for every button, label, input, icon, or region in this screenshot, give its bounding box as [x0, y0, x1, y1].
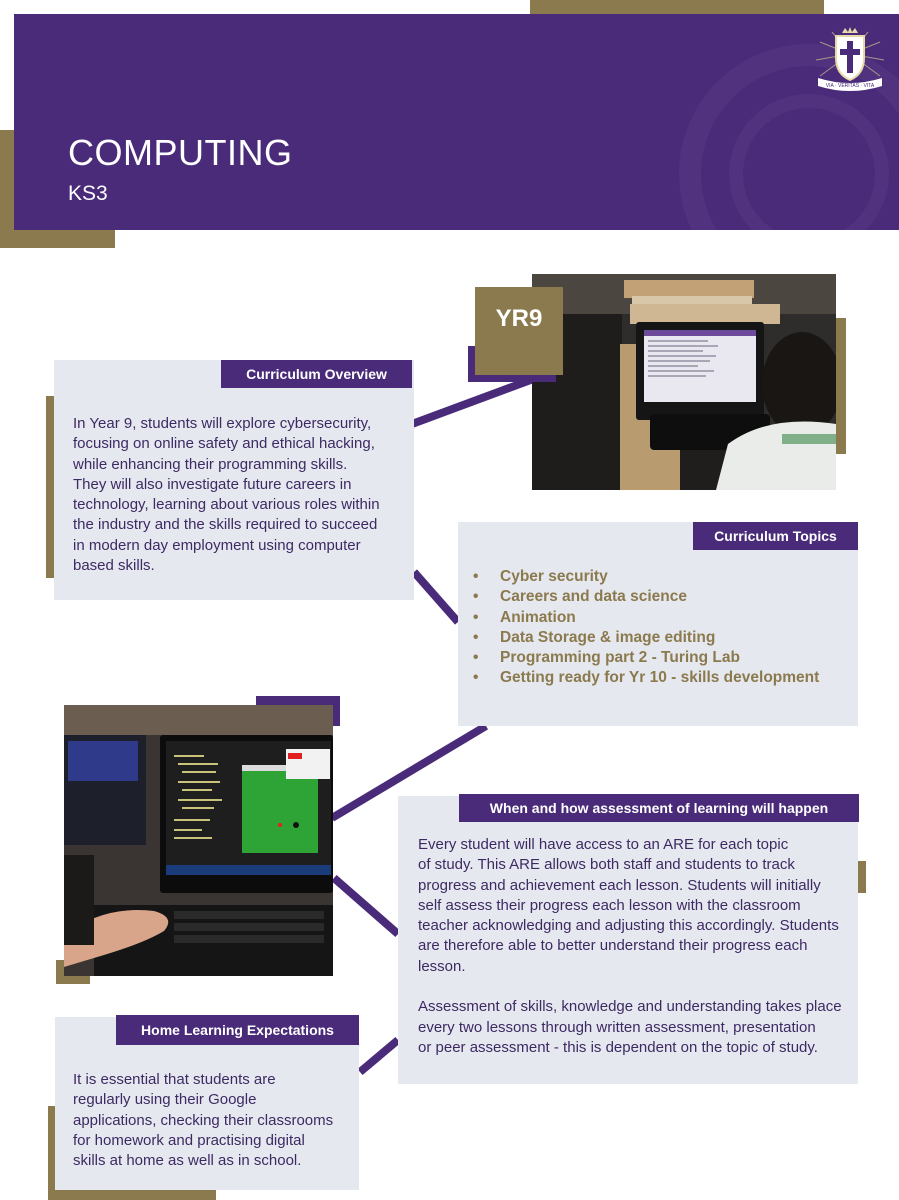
overview-accent — [46, 396, 54, 578]
curriculum-topics-list — [473, 567, 819, 689]
topic-item: • Getting ready for Yr 10 - skills development — [473, 668, 819, 688]
assessment-line: self assess their progress each lesson with the classroom — [418, 896, 801, 914]
assessment-line: progress and achievement each lesson. Students will initially — [418, 876, 821, 894]
home-learning-line: It is essential that students are — [73, 1071, 276, 1088]
curriculum-overview-heading: Curriculum Overview — [221, 360, 412, 388]
assessment-line: lesson. — [418, 957, 466, 975]
overview-line: based skills. — [73, 557, 155, 575]
assessment-heading: When and how assessment of learning will happen — [459, 794, 859, 822]
assessment-line: teacher acknowledging and adjusting this accordingly. Students — [418, 917, 839, 935]
home-learning-line: applications, checking their classrooms — [73, 1111, 334, 1129]
topic-item: • Careers and data science — [473, 587, 819, 607]
assessment-line: or peer assessment - this is dependent on the topic of study. — [418, 1038, 818, 1056]
home-learning-line: for homework and practising digital — [73, 1131, 305, 1149]
assessment-line: every two lessons through written assessment, presentation — [418, 1018, 816, 1036]
home-learning-heading: Home Learning Expectations — [116, 1015, 359, 1045]
home-learning-text — [73, 1070, 355, 1171]
overview-line: the industry and the skills required to succeed — [73, 516, 378, 534]
crest-motto: VIA · VERITAS · VITA — [825, 83, 875, 89]
topic-item: • Animation — [473, 608, 819, 628]
overview-line: focusing on online safety and ethical hacking, — [73, 435, 375, 453]
school-crest-logo — [812, 24, 888, 98]
coding-photo — [64, 705, 333, 976]
topic-item: • Programming part 2 - Turing Lab — [473, 648, 819, 668]
classroom-photo — [532, 274, 836, 490]
assessment-text — [418, 835, 858, 1058]
assessment-line: Every student will have access to an ARE for each topic — [418, 836, 789, 853]
home-learning-line: skills at home as well as in school. — [73, 1152, 302, 1170]
assessment-line: of study. This ARE allows both staff and students to track — [418, 856, 795, 874]
header-banner — [14, 14, 899, 230]
topic-item: • Data Storage & image editing — [473, 628, 819, 648]
curriculum-overview-text — [73, 414, 409, 576]
topic-item: • Cyber security — [473, 567, 819, 587]
overview-line: in modern day employment using computer — [73, 536, 361, 554]
assessment-line: are therefore able to better understand their progress each — [418, 937, 808, 955]
overview-line: In Year 9, students will explore cybersecurity, — [73, 415, 372, 432]
page-subtitle: KS3 — [68, 182, 108, 205]
year-badge: YR9 — [475, 287, 563, 375]
curriculum-topics-heading: Curriculum Topics — [693, 522, 858, 550]
page-title: COMPUTING — [68, 132, 293, 173]
overview-line: technology, learning about various roles within — [73, 496, 380, 514]
home-learning-line: regularly using their Google — [73, 1091, 257, 1109]
overview-line: while enhancing their programming skills. — [73, 455, 348, 473]
home-learning-accent-bottom — [48, 1190, 216, 1200]
overview-line: They will also investigate future careers in — [73, 475, 352, 493]
assessment-line: Assessment of skills, knowledge and understanding takes place — [418, 998, 842, 1016]
